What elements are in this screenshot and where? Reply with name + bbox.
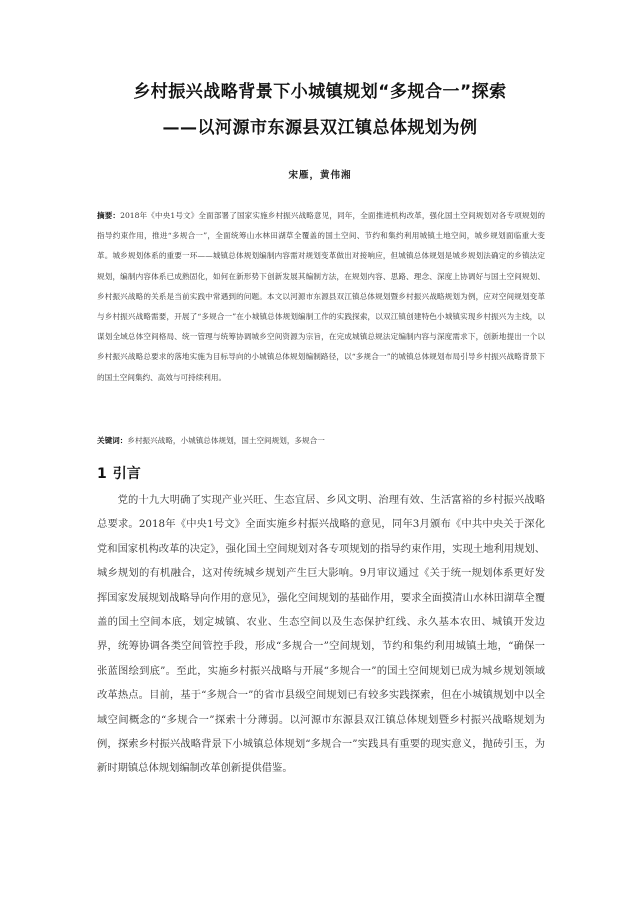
keywords: [97, 433, 545, 449]
paper-title: 乡村振兴战略背景下小城镇规划“多规合一”探索: [133, 82, 507, 102]
section-title: 引言: [112, 466, 141, 482]
paper-subtitle: ——以河源市东源县双江镇总体规划为例: [162, 118, 478, 138]
keywords-text: 乡村振兴战略，小城镇总体规划，国土空间规划，多规合一: [127, 436, 325, 445]
abstract-text: 2018年《中央1号文》全面部署了国家实施乡村振兴战略意见，同年，全面推进机构改革，强化国土空间规划对各专项规划的指导约束作用，推进“多规合一”，全面统筹山水林田湖草全覆盖的国土空间、节约和集约利用城镇土地空间，城乡规划面临重大变革。城乡规划体系的重要一环——城镇总体规划编制内容需对规划变革做出对接响应，但城镇总体规划是城乡规划法确定的乡镇法定规划，编制内容体系已成熟固化，如何在新形势下创新发展其编制方法，在规划内容、思路、理念、深度上协调好与国土空间规划、乡村振兴战略的关系是当前实践中常遇到的问题。本文以河源市东源县双江镇总体规划暨乡村振兴战略规划为例，应对空间规划变革与乡村振兴战略需要，开展了“多规合一”在小城镇总体规划编制工作的实践探索，以双江镇创建特色小城镇实现乡村振兴为主线，以谋划全域总体空间格局、统一管理与统筹协调城乡空间资源为宗旨，在完成城镇总规法定编制内容与深度需求下，创新地提出一个以乡村振兴战略总要求的落地实施为目标导向的小城镇总体规划编制路径，以“多规合一”的城镇总体规划布局引导乡村振兴战略背景下的国土空间集约、高效与可持续利用。: [97, 211, 546, 382]
intro-paragraph: 党的十九大明确了实现产业兴旺、生态宜居、乡风文明、治理有效、生活富裕的乡村振兴战略总要求。2018年《中央1号文》全面实施乡村振兴战略的意见，同年3月颁布《中共中央关于深化党和国家机构改革的决定》，强化国土空间规划对各专项规划的指导约束作用，实现土地利用规划、城乡规划的有机融合，这对传统城乡规划产生巨大影响。9月审议通过《关于统一规划体系更好发挥国家发展规划战略导向作用的意见》，强化空间规划的基础作用，要求全面摸清山水林田湖草全覆盖的国土空间本底，划定城镇、农业、生态空间以及生态保护红线、永久基本农田、城镇开发边界，统筹协调各类空间管控手段，形成“多规合一”空间规划，节约和集约利用城镇土地，“确保一张蓝图绘到底”。至此，实施乡村振兴战略与开展“多规合一”的国土空间规划已成为城乡规划领域改革热点。目前，基于“多规合一”的省市县级空间规划已有较多实践探索，但在小城镇规划中以全域空间概念的“多规合一”探索十分薄弱。以河源市东源县双江镇总体规划暨乡村振兴战略规划为例，探索乡村振兴战略背景下小城镇总体规划“多规合一”实践具有重要的现实意义，抛砖引玉，为新时期镇总体规划编制改革创新提供借鉴。: [97, 494, 545, 775]
abstract-label: 摘要：: [97, 211, 121, 220]
keywords-label: 关键词：: [97, 436, 128, 445]
section-heading: [97, 463, 141, 483]
authors: 宋雁，黄伟湘: [288, 170, 352, 181]
section-number: 1: [97, 466, 107, 482]
abstract: [97, 206, 545, 388]
